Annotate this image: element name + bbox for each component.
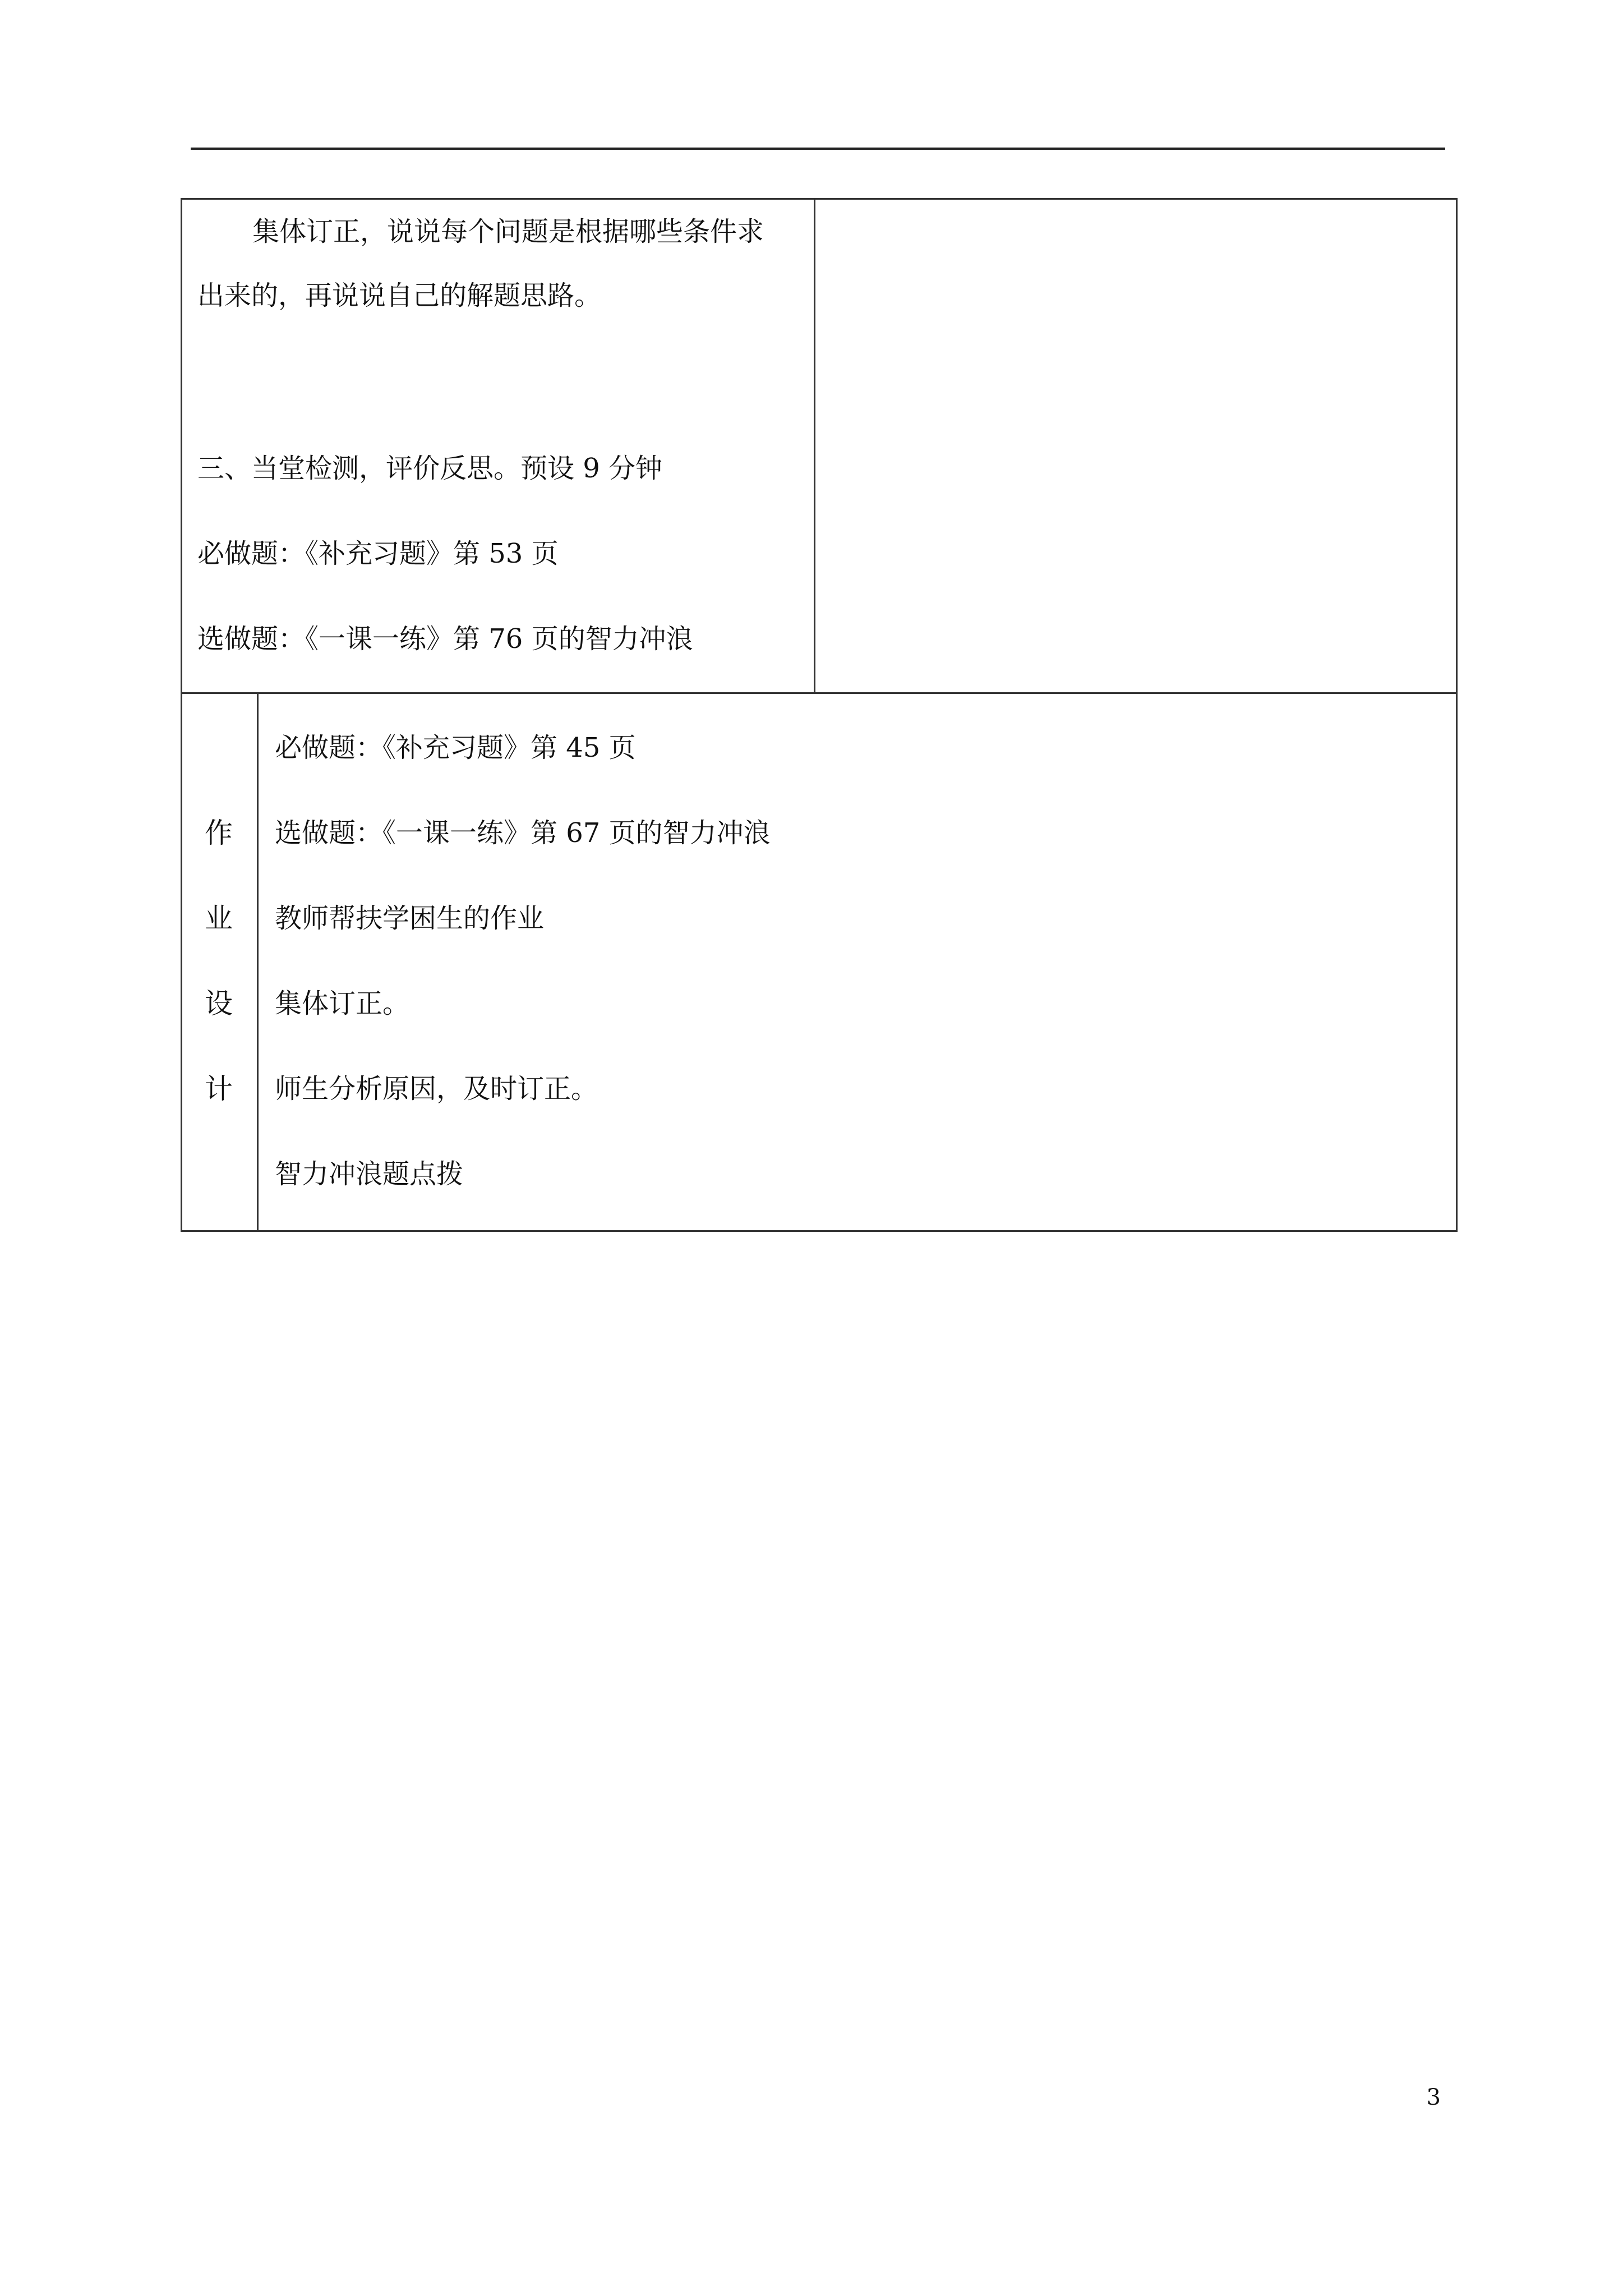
optional-exercise: 选做题：《一课一练》第 76 页的智力冲浪 <box>197 623 693 655</box>
homework-label-char: 作 <box>205 817 233 849</box>
collective-correction-line-1: 集体订正，说说每个问题是根据哪些条件求 <box>252 216 764 247</box>
homework-label-char: 设 <box>205 987 233 1020</box>
table-border-row-divider <box>181 692 1458 694</box>
homework-item: 智力冲浪题点拨 <box>275 1158 464 1190</box>
homework-label-char: 业 <box>205 902 233 935</box>
homework-item: 教师帮扶学困生的作业 <box>275 903 545 934</box>
table-border-label-column-divider <box>257 692 259 1232</box>
collective-correction-line-2: 出来的，再说说自己的解题思路。 <box>197 280 602 311</box>
homework-label-char: 计 <box>205 1073 233 1105</box>
table-border-right <box>1456 198 1458 1232</box>
homework-item: 选做题：《一课一练》第 67 页的智力冲浪 <box>275 817 771 849</box>
homework-item: 必做题：《补充习题》第 45 页 <box>275 732 636 763</box>
homework-item: 集体订正。 <box>275 988 410 1019</box>
homework-item: 师生分析原因，及时订正。 <box>275 1073 598 1105</box>
header-rule <box>191 148 1445 150</box>
required-exercise: 必做题：《补充习题》第 53 页 <box>197 538 559 569</box>
section-three-title: 三、当堂检测，评价反思。预设 9 分钟 <box>197 453 663 484</box>
page-number: 3 <box>1426 2085 1441 2110</box>
upper-right-cell <box>815 200 1456 692</box>
table-border-bottom <box>181 1230 1458 1232</box>
